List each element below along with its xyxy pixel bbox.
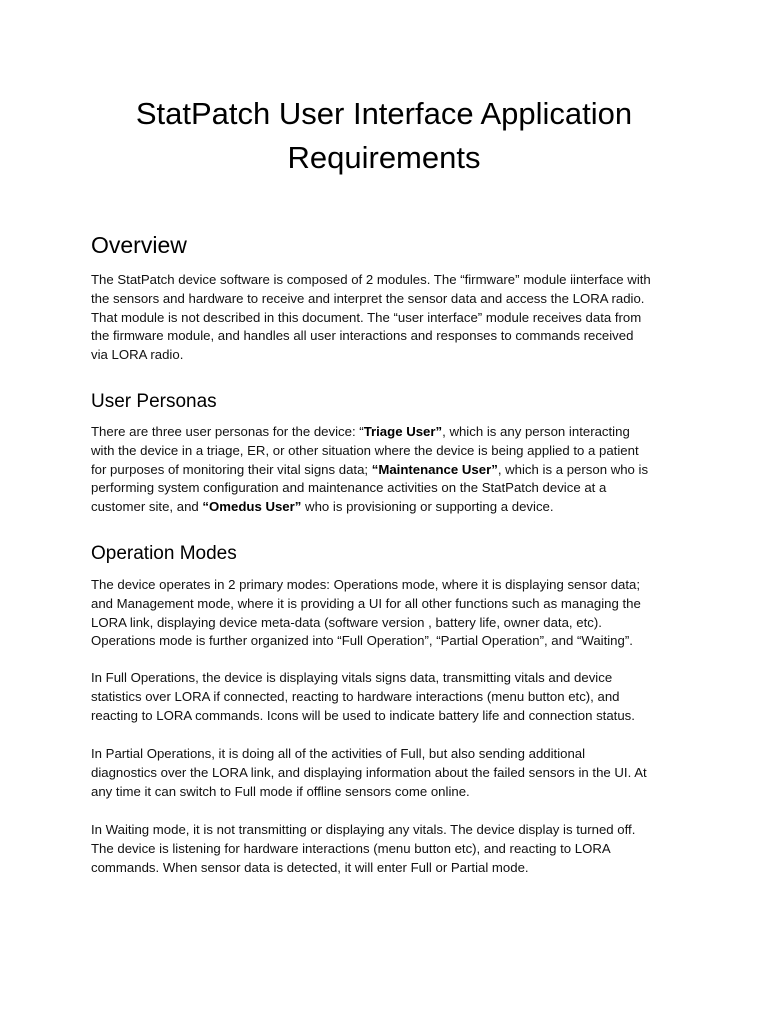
personas-line-3-post: , which is a person who is (497, 461, 649, 477)
operation-modes-paragraph-3 (91, 745, 691, 801)
overview-heading: Overview (91, 232, 187, 258)
personas-line-5 (91, 498, 691, 517)
personas-line-3 (91, 461, 691, 480)
personas-line-5-pre: customer site, and (91, 499, 203, 515)
operation-modes-paragraph-1 (91, 576, 691, 651)
overview-paragraph (91, 271, 691, 365)
user-personas-paragraph (91, 423, 691, 517)
overview-line-5: via LORA radio. (91, 347, 184, 363)
opmodes-p1-line-2: and Management mode, where it is providing a UI for all other functions such as managing the (91, 595, 641, 611)
opmodes-p2-line-2: statistics over LORA if connected, reacting to hardware interactions (menu button etc), and (91, 688, 620, 704)
opmodes-p2-line-3: reacting to LORA commands. Icons will be used to indicate battery life and connection status. (91, 707, 635, 723)
omedus-user-term: “Omedus User” (202, 499, 302, 515)
personas-line-1-post: , which is any person interacting (442, 424, 630, 439)
opmodes-p3-line-3: any time it can switch to Full mode if offline sensors come online. (91, 783, 470, 799)
personas-line-1-pre: There are three user personas for the device: “ (91, 424, 364, 439)
opmodes-p1-line-4: Operations mode is further organized into “Full Operation”, “Partial Operation”, and “Waiting”. (91, 633, 633, 649)
document-title-line-1: StatPatch User Interface Application (135, 96, 633, 131)
opmodes-p4-line-3: commands. When sensor data is detected, it will enter Full or Partial mode. (91, 859, 529, 875)
personas-line-2: with the device in a triage, ER, or other situation where the device is being applied to a patient (91, 442, 639, 458)
operation-modes-paragraph-4 (91, 821, 691, 877)
opmodes-p4-line-2: The device is listening for hardware interactions (menu button etc), and reacting to LORA (91, 840, 611, 856)
overview-line-1: The StatPatch device software is composed of 2 modules. The “firmware” module iinterface with (91, 272, 651, 287)
overview-line-4: the firmware module, and handles all user interactions and responses to commands received (91, 328, 634, 344)
opmodes-p2-line-1: In Full Operations, the device is displaying vitals signs data, transmitting vitals and device (91, 670, 613, 685)
personas-line-1 (91, 423, 691, 442)
personas-line-3-pre: for purposes of monitoring their vital signs data; (91, 461, 372, 477)
personas-line-5-post: who is provisioning or supporting a device. (301, 499, 554, 515)
user-personas-heading: User Personas (91, 391, 217, 412)
opmodes-p1-line-1: The device operates in 2 primary modes: Operations mode, where it is displaying sensor data; (91, 577, 641, 592)
operation-modes-heading: Operation Modes (91, 543, 237, 564)
operation-modes-paragraph-2 (91, 669, 691, 725)
overview-line-2: the sensors and hardware to receive and interpret the sensor data and access the LORA radio. (91, 290, 645, 306)
opmodes-p4-line-1: In Waiting mode, it is not transmitting or displaying any vitals. The device display is turned off. (91, 822, 636, 837)
personas-line-4: performing system configuration and maintenance activities on the StatPatch device at a (91, 480, 607, 496)
overview-line-3: That module is not described in this document. The “user interface” module receives data from (91, 309, 642, 325)
opmodes-p3-line-1: In Partial Operations, it is doing all of the activities of Full, but also sending additional (91, 746, 586, 761)
document-title-line-2: Requirements (287, 140, 481, 175)
triage-user-term: Triage User” (363, 424, 443, 439)
opmodes-p3-line-2: diagnostics over the LORA link, and displaying information about the failed sensors in the UI. At (91, 764, 647, 780)
maintenance-user-term: “Maintenance User” (371, 461, 498, 477)
opmodes-p1-line-3: LORA link, displaying device meta-data (software version , battery life, owner data, etc). (91, 614, 602, 630)
